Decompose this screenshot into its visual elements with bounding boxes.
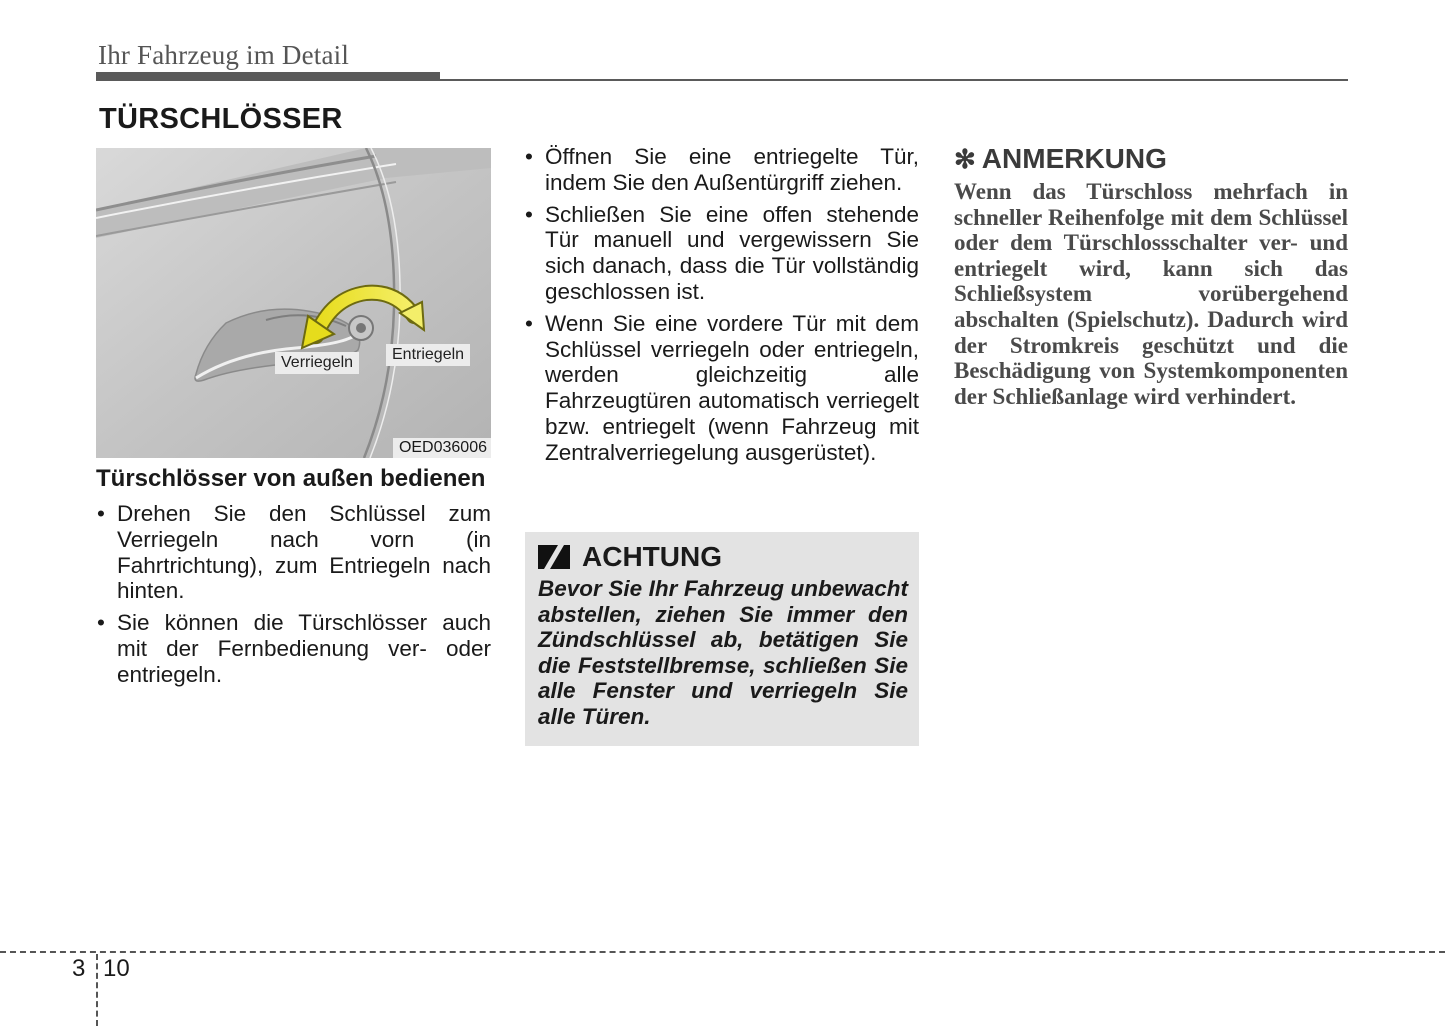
warning-heading: [538, 540, 908, 574]
door-lock-illustration: [96, 148, 491, 458]
column-right: [954, 142, 1348, 409]
list-item: • Drehen Sie den Schlüssel zum Verriegeln nach vorn (in Fahrtrichtung), zum Entriegeln nach hinten.: [96, 501, 491, 604]
list-item: • Wenn Sie eine vordere Tür mit dem Schlüssel verriegeln oder entriegeln, werden gleichzeitig alle Fahrzeugtüren automatisch verriegelt bzw. entriegelt (wenn Fahrzeug mit Zentralverriegelung ausgerüstet).: [524, 311, 919, 466]
list-item: • Sie können die Türschlösser auch mit der Fernbedienung ver- oder entriegeln.: [96, 610, 491, 687]
column-left: [96, 465, 491, 694]
unlock-direction-label: Entriegeln: [386, 344, 470, 366]
footer-divider: [96, 954, 98, 1026]
column-middle: [524, 144, 919, 472]
asterisk-icon: ✻: [954, 144, 976, 174]
warning-title: ACHTUNG: [582, 541, 722, 572]
footer-rule: [0, 951, 1445, 953]
section-title: TÜRSCHLÖSSER: [99, 103, 343, 135]
warning-icon: [538, 545, 570, 569]
figure-code: OED036006: [393, 438, 491, 458]
list-item: • Schließen Sie eine offen stehende Tür manuell und vergewissern Sie sich danach, dass die Tür vollständig geschlossen ist.: [524, 202, 919, 305]
page-number: 10: [103, 955, 130, 982]
bullet-list: [96, 501, 491, 688]
car-door-drawing: [96, 148, 491, 458]
warning-text: Bevor Sie Ihr Fahrzeug unbewacht abstellen, ziehen Sie immer den Zündschlüssel ab, betätigen Sie die Feststellbremse, schließen Sie alle Fenster und verriegeln Sie alle Türen.: [538, 576, 908, 729]
lock-direction-label: Verriegeln: [275, 352, 359, 374]
note-heading: [954, 142, 1348, 176]
note-text: Wenn das Türschloss mehrfach in schneller Reihenfolge mit dem Schlüssel oder dem Türschlossschalter ver- und entriegelt wird, kann sich das Schließsystem vorübergehend abschalten (Spielschutz). Dadurch wird der Stromkreis geschützt und die Beschädigung von Systemkomponenten der Schließanlage wird verhindert.: [954, 179, 1348, 409]
warning-box: [525, 532, 919, 746]
note-title: ANMERKUNG: [981, 143, 1167, 174]
running-header: Ihr Fahrzeug im Detail: [98, 40, 350, 70]
header-rule-thin: [440, 79, 1348, 81]
chapter-number: 3: [72, 955, 86, 982]
subheading-outside-operation: Türschlösser von außen bedienen: [96, 465, 486, 492]
list-item: • Öffnen Sie eine entriegelte Tür, indem Sie den Außentürgriff ziehen.: [524, 144, 919, 196]
bullet-list: [524, 144, 919, 466]
header-rule-thick: [96, 72, 440, 81]
